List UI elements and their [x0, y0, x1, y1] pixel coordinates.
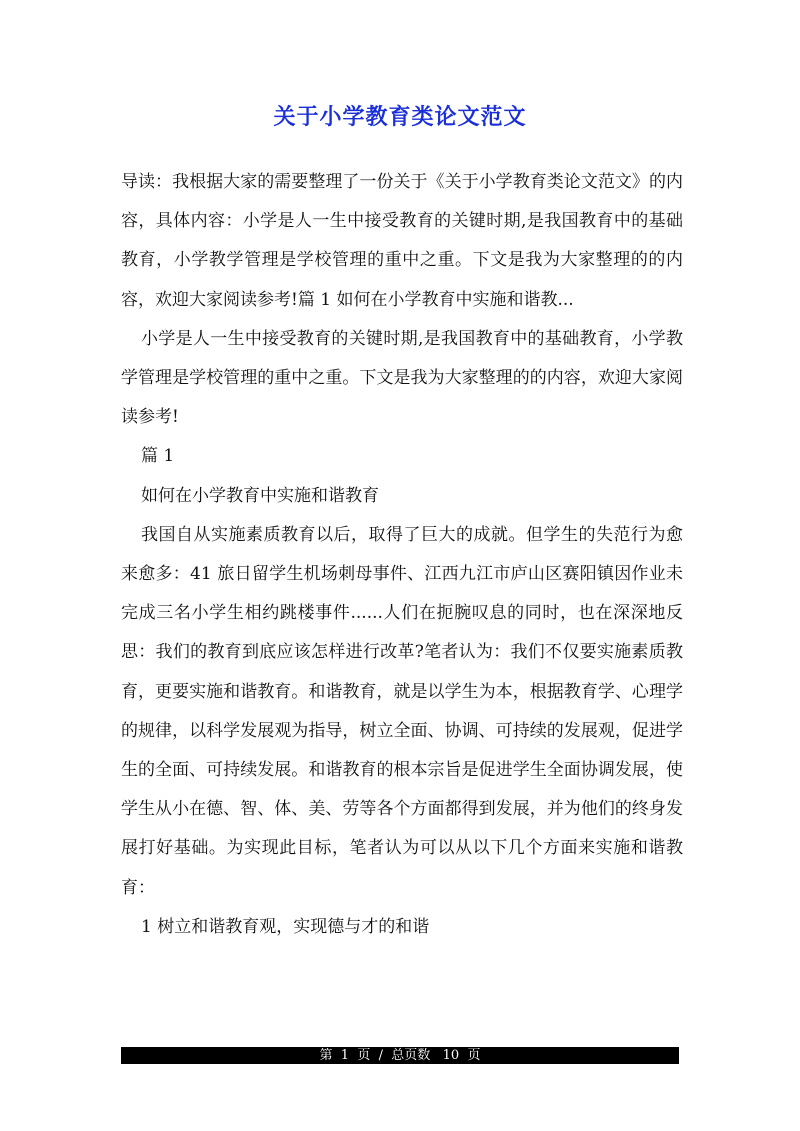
page-footer: 第 1 页 / 总页数 10 页 [121, 1047, 679, 1064]
section-label: 篇 1 [141, 446, 175, 467]
document-title: 关于小学教育类论文范文 [273, 104, 527, 130]
subsection-heading: 1 树立和谐教育观，实现德与才的和谐 [141, 916, 430, 937]
body-paragraph: 我国自从实施素质教育以后，取得了巨大的成就。但学生的失范行为愈来愈多：41 旅日留学生机场刺母事件、江西九江市庐山区赛阳镇因作业未完成三名小学生相约跳楼事件......人们在扼腕叹息的同时，也在深深地反思：我们的教育到底应该怎样进行改革?笔者认为：我们不仅要实施素质教育，更要实施和谐教育。和谐教育，就是以学生为本，根据教育学、心理学的规律，以科学发展观为指导，树立全面、协调、可持续的发展观，促进学生的全面、可持续发展。和谐教育的根本宗旨是促进学生全面协调发展，使学生从小在德、智、体、美、劳等各个方面都得到发展，并为他们的终身发展打好基础。为实现此目标，笔者认为可以从以下几个方面来实施和谐教育： [121, 524, 683, 898]
section-heading: 如何在小学教育中实施和谐教育 [141, 485, 379, 506]
intro-paragraph: 导读：我根据大家的需要整理了一份关于《关于小学教育类论文范文》的内容，具体内容：小学是人一生中接受教育的关键时期,是我国教育中的基础教育，小学教学管理是学校管理的重中之重。下文是我为大家整理的的内容，欢迎大家阅读参考!篇 1 如何在小学教育中实施和谐教... [121, 172, 683, 310]
body-paragraph: 小学是人一生中接受教育的关键时期,是我国教育中的基础教育，小学教学管理是学校管理的重中之重。下文是我为大家整理的的内容，欢迎大家阅读参考! [121, 328, 683, 428]
document-body [121, 163, 683, 947]
